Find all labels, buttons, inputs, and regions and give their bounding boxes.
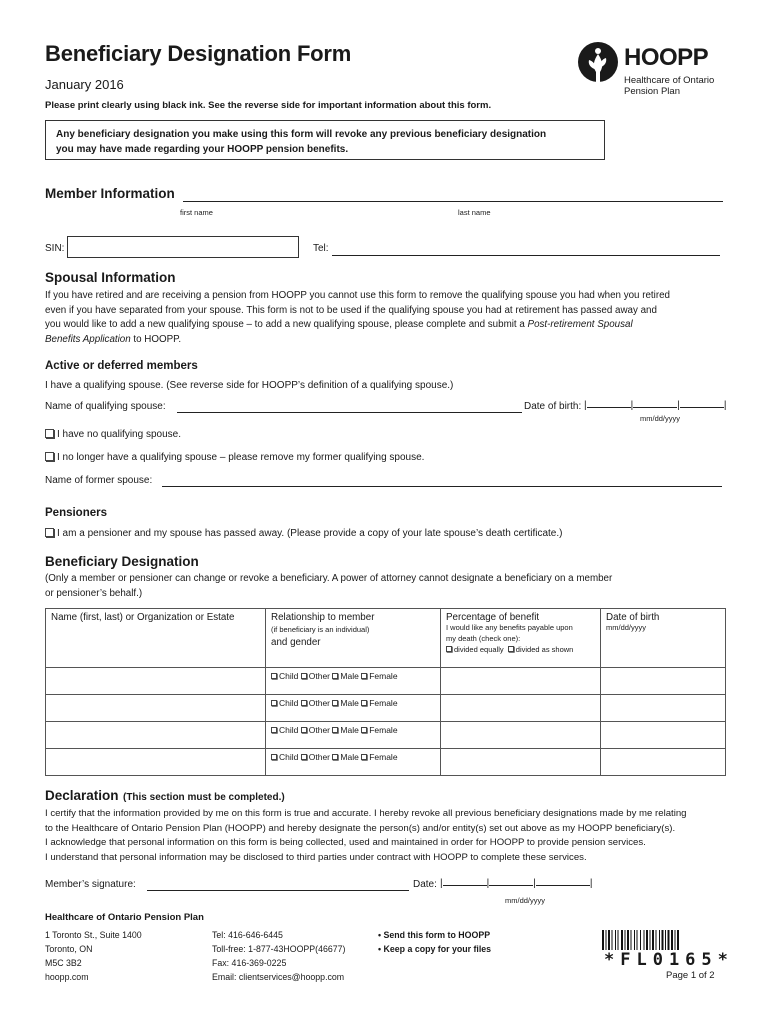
declaration-heading-row — [45, 787, 285, 805]
footer-website[interactable]: hoopp.com — [45, 972, 89, 982]
percentage-column-header — [441, 609, 601, 668]
barcode-bar — [671, 930, 673, 950]
male-label: Male — [340, 671, 359, 681]
beneficiary-name-cell[interactable] — [46, 722, 266, 749]
dob-cell[interactable] — [601, 695, 726, 722]
other-checkbox[interactable] — [301, 700, 307, 706]
barcode-bar — [659, 930, 660, 950]
barcode-bar — [621, 930, 623, 950]
logo-subtitle-line-2: Pension Plan — [624, 85, 680, 97]
footer-address-line-1: 1 Toronto St., Suite 1400 — [45, 930, 142, 940]
tel-label: Tel: — [313, 243, 329, 254]
declaration-line-2: to the Healthcare of Ontario Pension Plan (HOOPP) and hereby designate the person(s) and/or entity(s) set out above as my HOOPP beneficiary(s). — [45, 822, 676, 834]
barcode-bar — [634, 930, 635, 950]
post-retirement-link-text: Post-retirement Spousal — [527, 319, 633, 330]
barcode-bar — [631, 930, 632, 950]
distribution-options — [446, 644, 595, 655]
spouse-passed-label: I am a pensioner and my spouse has passed away. (Please provide a copy of your late spouse’s death certificate.) — [57, 528, 563, 539]
first-name-label: first name — [180, 208, 213, 217]
barcode-bar — [644, 930, 645, 950]
barcode-bar — [677, 930, 679, 950]
spouse-passed-checkbox[interactable] — [45, 528, 54, 537]
revocation-notice — [45, 120, 605, 160]
female-checkbox[interactable] — [361, 700, 367, 706]
divided-equally-label: divided equally — [454, 645, 504, 654]
female-label: Female — [369, 698, 398, 708]
declaration-date-label: Date: — [413, 879, 437, 890]
beneficiary-note-line-2: or pensioner’s behalf.) — [45, 587, 143, 599]
name-column-header-text: Name (first, last) or Organization or Estate — [51, 612, 235, 623]
footer-contact — [212, 928, 345, 984]
declaration-line-4: I understand that personal information may be disclosed to third parties under contract with HOOPP to complete these services. — [45, 851, 587, 863]
barcode-bar — [650, 930, 651, 950]
dob-cell[interactable] — [601, 668, 726, 695]
relationship-column-note: (if beneficiary is an individual) — [271, 625, 370, 634]
qualifying-spouse-text: I have a qualifying spouse. (See reverse side for HOOPP’s definition of a qualifying spouse.) — [45, 380, 454, 391]
notice-line-2: you may have made regarding your HOOPP pension benefits. — [56, 144, 349, 155]
male-label: Male — [340, 752, 359, 762]
spousal-info-paragraph — [45, 289, 735, 347]
child-checkbox[interactable] — [271, 727, 277, 733]
declaration-text — [45, 807, 745, 865]
declaration-heading-note: (This section must be completed.) — [122, 792, 285, 803]
declaration-line-3: I acknowledge that personal information on this form is being collected, used and maintained in order for HOOPP to provide pension services. — [45, 837, 646, 848]
barcode-bar — [652, 930, 654, 950]
spouse-dob-label: Date of birth: — [524, 401, 582, 412]
dob-cell[interactable] — [601, 722, 726, 749]
beneficiary-heading: Beneficiary Designation — [45, 554, 199, 569]
declaration-line-1: I certify that the information provided by me on this form is true and accurate. I hereby revoke all previous beneficiary designations made by me relating — [45, 808, 687, 819]
percentage-cell[interactable] — [441, 695, 601, 722]
relationship-cell — [266, 722, 441, 749]
barcode-bar — [606, 930, 607, 950]
male-checkbox[interactable] — [332, 754, 338, 760]
beneficiary-note-line-1: (Only a member or pensioner can change or revoke a beneficiary. A power of attorney cannot designate a beneficiary on a member — [45, 573, 613, 584]
barcode-bar — [625, 930, 626, 950]
footer-tel: Tel: 416-646-6445 — [212, 930, 283, 940]
active-members-heading: Active or deferred members — [45, 360, 198, 372]
barcode-icon — [602, 930, 722, 950]
table-row — [46, 749, 726, 776]
signature-label: Member’s signature: — [45, 879, 136, 890]
female-checkbox[interactable] — [361, 673, 367, 679]
tree-person-icon — [576, 40, 620, 94]
relationship-column-header — [266, 609, 441, 668]
declaration-date-format: mm/dd/yyyy — [505, 896, 546, 905]
relationship-cell — [266, 695, 441, 722]
beneficiary-name-cell[interactable] — [46, 695, 266, 722]
no-spouse-option[interactable] — [45, 429, 181, 440]
female-checkbox[interactable] — [361, 754, 367, 760]
beneficiary-note — [45, 572, 735, 601]
table-row — [46, 695, 726, 722]
footer-send-instruction: • Send this form to HOOPP — [378, 930, 491, 940]
other-checkbox[interactable] — [301, 673, 307, 679]
child-checkbox[interactable] — [271, 673, 277, 679]
footer-address-line-3: M5C 3B2 — [45, 958, 82, 968]
male-checkbox[interactable] — [332, 727, 338, 733]
qualifying-spouse-name-label: Name of qualifying spouse: — [45, 401, 166, 412]
pensioners-heading: Pensioners — [45, 507, 107, 519]
barcode-bar — [615, 930, 616, 950]
beneficiary-name-cell[interactable] — [46, 749, 266, 776]
form-code: *FL0165* — [604, 950, 734, 970]
barcode-bar — [637, 930, 638, 950]
name-column-header — [46, 609, 266, 668]
footer-fax: Fax: 416-369-0225 — [212, 958, 287, 968]
former-spouse-input[interactable] — [162, 486, 722, 487]
male-label: Male — [340, 725, 359, 735]
percentage-cell[interactable] — [441, 722, 601, 749]
relationship-column-title: Relationship to member — [271, 612, 375, 623]
barcode-bar — [640, 930, 641, 950]
divided-as-shown-label: divided as shown — [515, 645, 574, 654]
barcode-bar — [665, 930, 666, 950]
spousal-para-line-1: If you have retired and are receiving a pension from HOOPP you cannot use this form to remove the qualifying spouse you had when you retired — [45, 290, 670, 301]
child-label: Child — [279, 752, 299, 762]
percentage-cell[interactable] — [441, 749, 601, 776]
spouse-passed-option[interactable] — [45, 528, 562, 539]
barcode-bar — [627, 930, 629, 950]
beneficiary-name-cell[interactable] — [46, 668, 266, 695]
spouse-dob-format: mm/dd/yyyy — [640, 414, 681, 423]
page-number: Page 1 of 2 — [666, 970, 715, 981]
member-name-field[interactable] — [183, 201, 723, 202]
percentage-column-title: Percentage of benefit — [446, 612, 540, 623]
other-label: Other — [308, 725, 331, 735]
spouse-dob-input[interactable]: | | | | — [584, 400, 727, 411]
form-title: Beneficiary Designation Form — [45, 41, 352, 66]
signature-input[interactable] — [147, 890, 409, 891]
child-checkbox[interactable] — [271, 754, 277, 760]
footer-keep-instruction: • Keep a copy for your files — [378, 944, 492, 954]
beneficiary-table — [45, 608, 726, 776]
qualifying-spouse-name-input[interactable] — [177, 412, 522, 413]
spousal-para-line-4-text: to HOOPP. — [130, 333, 182, 345]
barcode-bar — [656, 930, 657, 950]
footer-address — [45, 928, 142, 984]
sin-label: SIN: — [45, 243, 65, 254]
footer-email[interactable]: Email: clientservices@hoopp.com — [212, 972, 345, 982]
percentage-cell[interactable] — [441, 668, 601, 695]
notice-line-1: Any beneficiary designation you make using this form will revoke any previous beneficiary designation — [56, 129, 547, 140]
child-label: Child — [279, 725, 299, 735]
member-info-heading: Member Information — [45, 186, 175, 201]
no-longer-spouse-label: I no longer have a qualifying spouse – please remove my former qualifying spouse. — [57, 452, 425, 463]
dob-column-format: mm/dd/yyyy — [606, 623, 647, 632]
footer-org-name: Healthcare of Ontario Pension Plan — [45, 912, 204, 923]
spousal-para-line-2: even if you have separated from your spouse. This form is not to be used if the qualifying spouse you had at retirement has passed away and — [45, 304, 657, 316]
spousal-para-line-3-text: you would like to add a new qualifying spouse – to add a new qualifying spouse, please complete and submit a — [45, 319, 528, 330]
barcode-bar — [646, 930, 648, 950]
benefits-application-text: Benefits Application — [45, 333, 131, 345]
other-label: Other — [308, 671, 331, 681]
beneficiary-table-header — [46, 609, 726, 668]
barcode-bar — [608, 930, 610, 950]
relationship-cell — [266, 749, 441, 776]
dob-cell[interactable] — [601, 749, 726, 776]
female-label: Female — [369, 752, 398, 762]
barcode-bar — [612, 930, 613, 950]
logo-wordmark: HOOPP — [624, 44, 709, 71]
male-label: Male — [340, 698, 359, 708]
percentage-column-note-2: my death (check one): — [446, 633, 521, 643]
no-spouse-label: I have no qualifying spouse. — [57, 429, 181, 440]
other-checkbox[interactable] — [301, 727, 307, 733]
female-label: Female — [369, 671, 398, 681]
last-name-label: last name — [458, 208, 491, 217]
child-checkbox[interactable] — [271, 700, 277, 706]
no-spouse-checkbox[interactable] — [45, 429, 54, 438]
footer-address-line-2: Toronto, ON — [45, 944, 93, 954]
table-row — [46, 722, 726, 749]
no-longer-spouse-checkbox[interactable] — [45, 452, 54, 461]
other-checkbox[interactable] — [301, 754, 307, 760]
percentage-column-note-1: I would like any benefits payable upon — [446, 623, 573, 632]
divided-as-shown-checkbox[interactable] — [508, 646, 514, 652]
female-label: Female — [369, 725, 398, 735]
logo-subtitle-line-1: Healthcare of Ontario — [624, 75, 715, 86]
declaration-date-input[interactable]: | | | | — [440, 878, 593, 889]
barcode-bar — [675, 930, 676, 950]
spousal-info-heading: Spousal Information — [45, 270, 176, 285]
footer-tollfree: Toll-free: 1-877-43HOOPP(46677) — [212, 944, 346, 954]
male-checkbox[interactable] — [332, 700, 338, 706]
former-spouse-label: Name of former spouse: — [45, 475, 153, 486]
logo-subtitle — [624, 76, 714, 97]
female-checkbox[interactable] — [361, 727, 367, 733]
other-label: Other — [308, 698, 331, 708]
form-date: January 2016 — [45, 77, 124, 92]
male-checkbox[interactable] — [332, 673, 338, 679]
print-instructions: Please print clearly using black ink. See the reverse side for important information about this form. — [45, 100, 492, 111]
spousal-para-line-4 — [45, 333, 735, 348]
sin-input[interactable] — [67, 236, 299, 258]
child-label: Child — [279, 698, 299, 708]
divided-equally-checkbox[interactable] — [446, 646, 452, 652]
dob-column-title: Date of birth — [606, 612, 660, 623]
spousal-para-line-3 — [45, 318, 735, 333]
footer-instructions — [378, 928, 491, 956]
relationship-column-gender: and gender — [271, 637, 321, 648]
declaration-heading: Declaration — [45, 788, 119, 803]
table-row — [46, 668, 726, 695]
dob-column-header — [601, 609, 726, 668]
barcode-bar — [602, 930, 604, 950]
other-label: Other — [308, 752, 331, 762]
no-longer-spouse-option[interactable] — [45, 452, 424, 463]
barcode-bar — [662, 930, 664, 950]
tel-input[interactable] — [332, 255, 720, 256]
barcode-bar — [668, 930, 670, 950]
barcode-bar — [618, 930, 619, 950]
relationship-cell — [266, 668, 441, 695]
child-label: Child — [279, 671, 299, 681]
